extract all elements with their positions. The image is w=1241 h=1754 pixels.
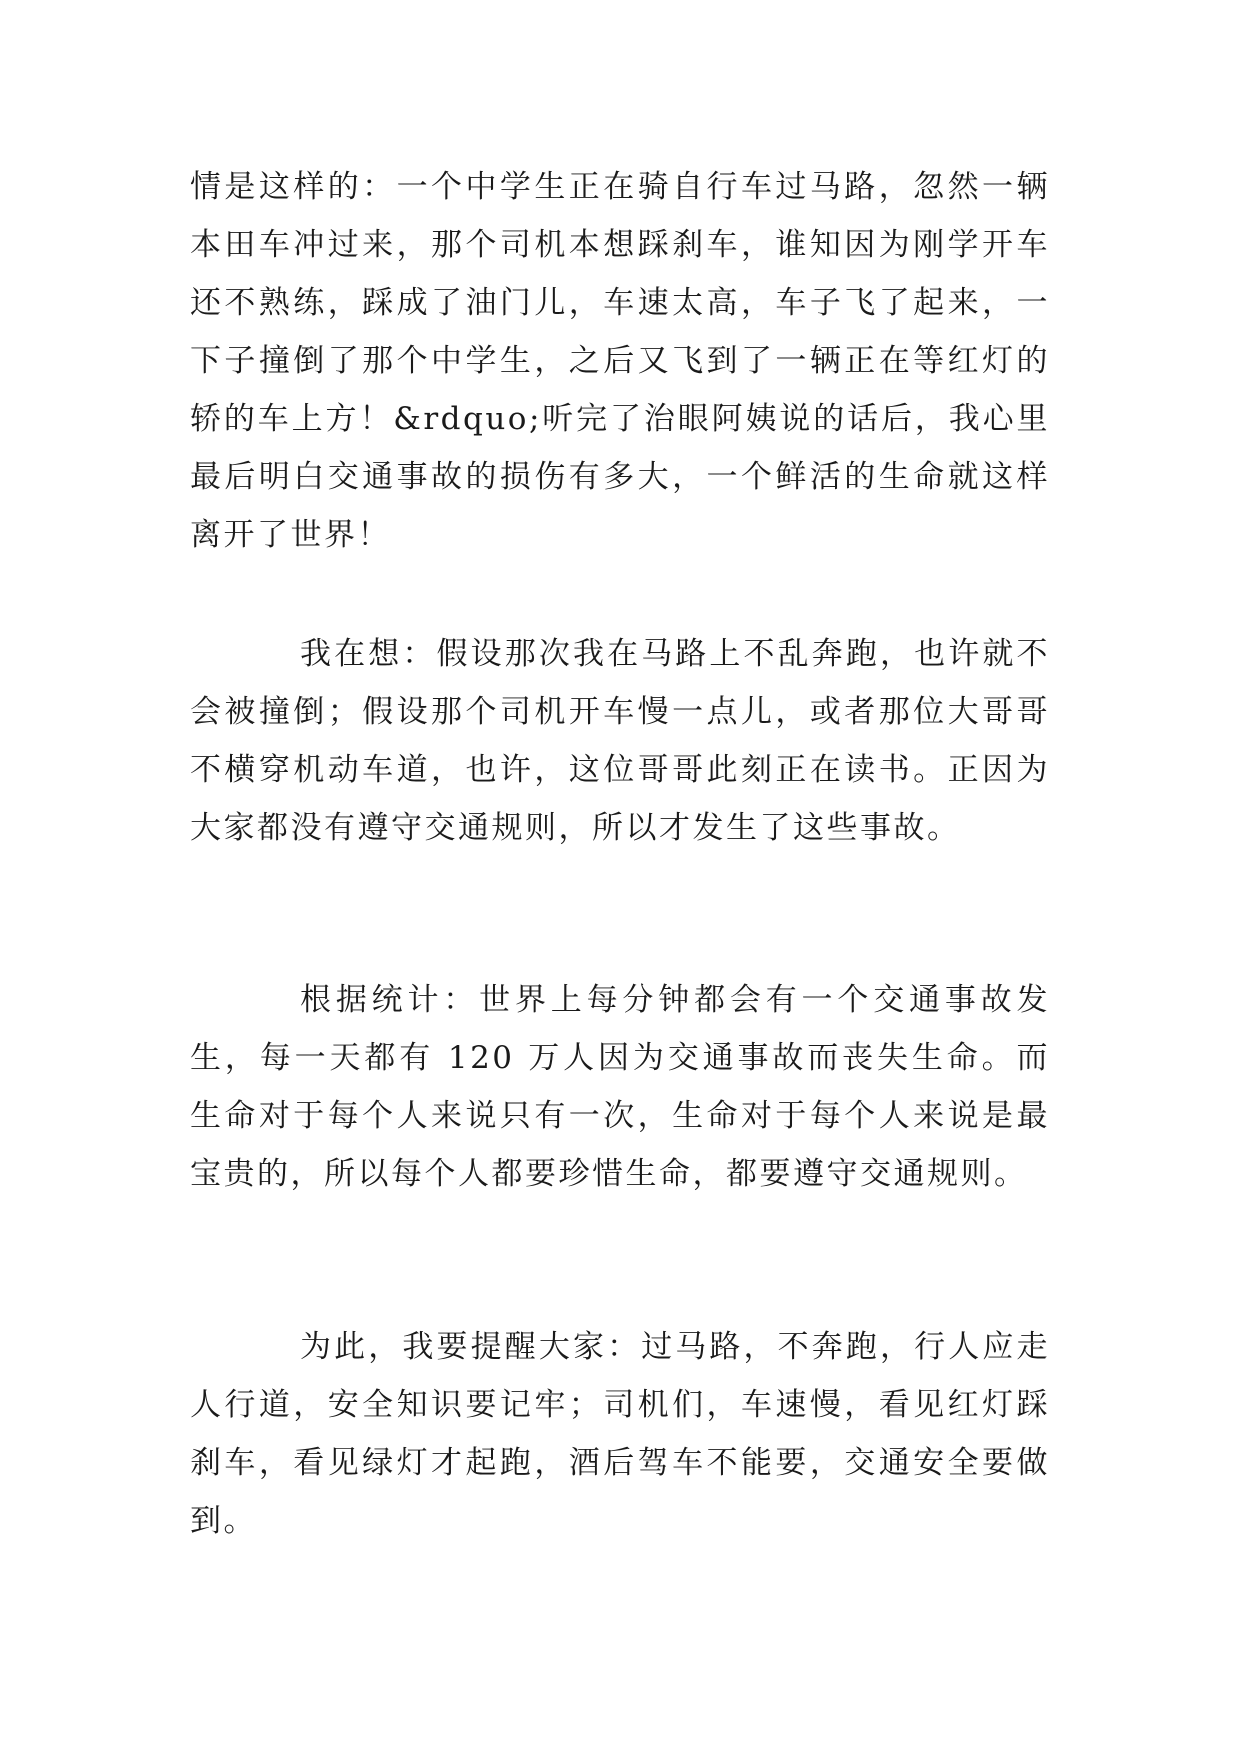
paragraph-reminder: 为此，我要提醒大家：过马路，不奔跑，行人应走人行道，安全知识要记牢；司机们，车速慢，看见红灯踩刹车，看见绿灯才起跑，酒后驾车不能要，交通安全要做到。 — [190, 1329, 1050, 1539]
paragraph-reflection: 我在想：假设那次我在马路上不乱奔跑，也许就不会被撞倒；假设那个司机开车慢一点儿，或者那位大哥哥不横穿机动车道，也许，这位哥哥此刻正在读书。正因为大家都没有遵守交通规则，所以才发生了这些事故。 — [190, 636, 1050, 846]
paragraph-statistics: 根据统计：世界上每分钟都会有一个交通事故发生，每一天都有 120 万人因为交通事故而丧失生命。而生命对于每个人来说只有一次，生命对于每个人来说是最宝贵的，所以每个人都要珍惜生命，都要遵守交通规则。 — [190, 982, 1050, 1192]
paragraph-accident-story: 情是这样的：一个中学生正在骑自行车过马路，忽然一辆本田车冲过来，那个司机本想踩刹车，谁知因为刚学开车还不熟练，踩成了油门儿，车速太高，车子飞了起来，一下子撞倒了那个中学生，之后又飞到了一辆正在等红灯的轿的车上方！&rdquo;听完了治眼阿姨说的话后，我心里最后明白交通事故的损伤有多大，一个鲜活的生命就这样离开了世界！ — [190, 169, 1050, 553]
